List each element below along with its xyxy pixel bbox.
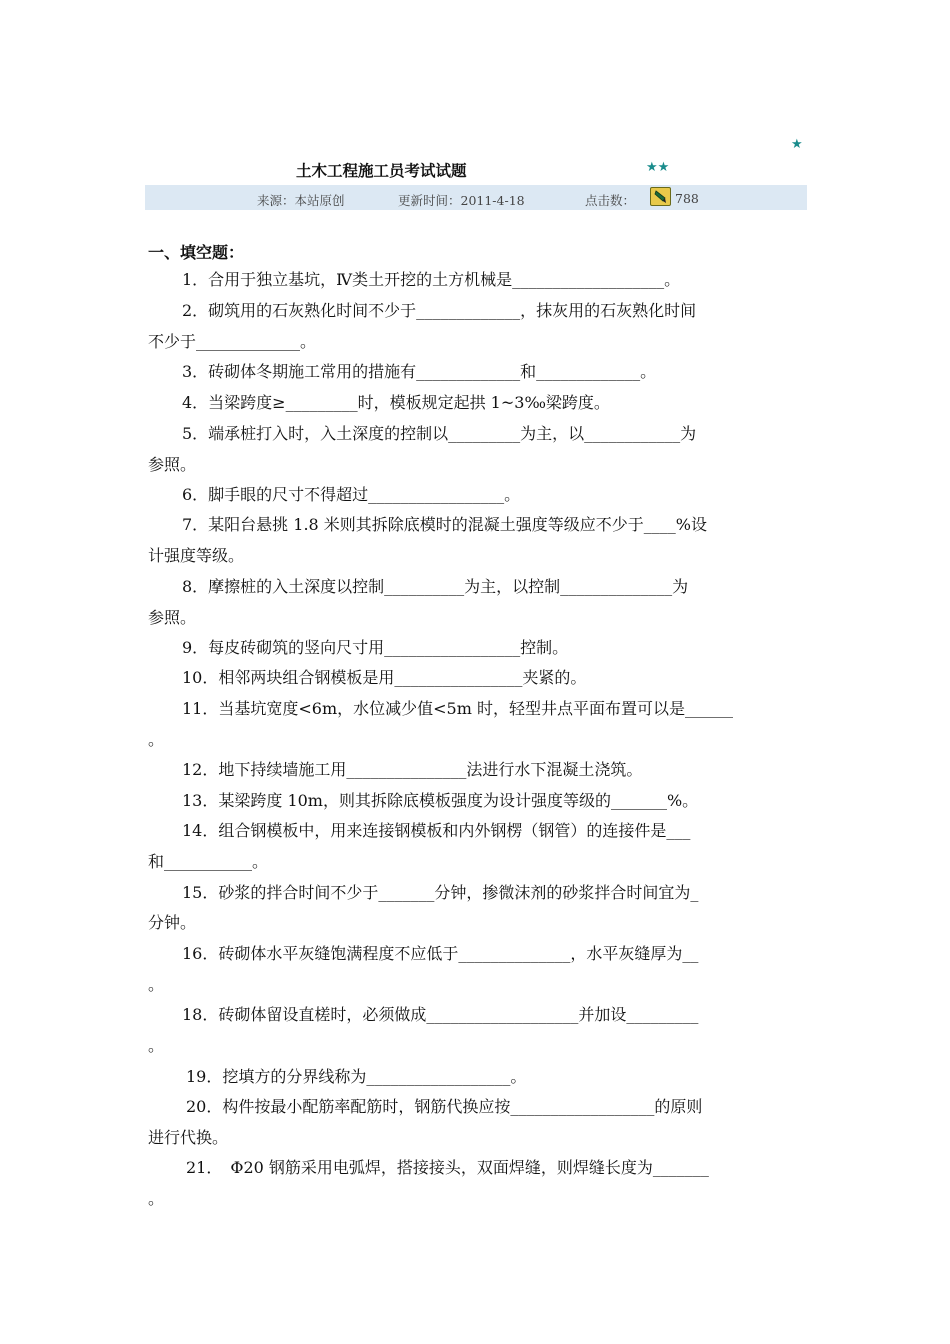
- question-line: 不少于_____________。: [148, 332, 317, 351]
- clicks-label: 点击数：: [585, 193, 636, 208]
- question-line: 参照。: [148, 608, 197, 627]
- question-line: 18．砖砌体留设直槎时，必须做成___________________并加设_________: [182, 1005, 699, 1024]
- question-line: 21． Φ20 钢筋采用电弧焊，搭接接头，双面焊缝，则焊缝长度为_______: [186, 1158, 709, 1177]
- question-line: 16．砖砌体水平灰缝饱满程度不应低于______________，水平灰缝厚为__: [182, 944, 699, 963]
- question-line: 6．脚手眼的尺寸不得超过_________________。: [182, 485, 521, 504]
- question-line: 10．相邻两块组合钢模板是用________________夹紧的。: [182, 668, 587, 687]
- rating-star-icon: ★: [791, 137, 803, 152]
- question-line: 。: [148, 975, 165, 994]
- question-line: 5．端承桩打入时，入土深度的控制以_________为主，以____________为: [182, 424, 697, 443]
- question-line: 20．构件按最小配筋率配筋时，钢筋代换应按__________________的原则: [186, 1097, 703, 1116]
- question-line: 14．组合钢模板中，用来连接钢模板和内外钢楞（钢管）的连接件是___: [182, 821, 691, 840]
- article-meta-bar: [145, 185, 807, 210]
- question-line: 参照。: [148, 455, 197, 474]
- question-line: 分钟。: [148, 913, 197, 932]
- clicks-count: 788: [675, 191, 699, 206]
- question-line: 7．某阳台悬挑 1.8 米则其拆除底模时的混凝土强度等级应不少于____%设: [182, 515, 708, 534]
- question-line: 4．当梁跨度≥_________时，模板规定起拱 1~3‰梁跨度。: [182, 393, 610, 412]
- question-line: 计强度等级。: [148, 546, 245, 565]
- question-line: 12．地下持续墙施工用_______________法进行水下混凝土浇筑。: [182, 760, 643, 779]
- question-line: 1．合用于独立基坑，Ⅳ类土开挖的土方机械是___________________。: [182, 270, 681, 289]
- question-line: 。: [148, 1189, 165, 1208]
- question-line: 13．某梁跨度 10m，则其拆除底模板强度为设计强度等级的_______%。: [182, 791, 699, 810]
- question-line: 15．砂浆的拌合时间不少于_______分钟，掺微沫剂的砂浆拌合时间宜为_: [182, 883, 699, 902]
- update-time: 更新时间：2011-4-18: [398, 193, 525, 208]
- question-line: 8．摩擦桩的入土深度以控制__________为主，以控制______________为: [182, 577, 689, 596]
- section-title: 一、填空题：: [148, 243, 245, 262]
- question-line: 3．砖砌体冬期施工常用的措施有_____________和_____________。: [182, 362, 657, 381]
- rating-stars-icon: ★★: [646, 160, 670, 175]
- question-line: 。: [148, 1036, 165, 1055]
- source-label: 来源：本站原创: [257, 193, 345, 208]
- question-line: 2．砌筑用的石灰熟化时间不少于_____________，抹灰用的石灰熟化时间: [182, 301, 697, 320]
- question-line: 进行代换。: [148, 1128, 229, 1147]
- question-line: 9．每皮砖砌筑的竖向尺寸用_________________控制。: [182, 638, 569, 657]
- question-line: 。: [148, 730, 165, 749]
- question-line: 和___________。: [148, 852, 269, 871]
- page-title: 土木工程施工员考试试题: [296, 162, 467, 180]
- pen-icon: [650, 187, 671, 206]
- question-line: 19．挖填方的分界线称为__________________。: [186, 1067, 527, 1086]
- question-line: 11．当基坑宽度<6m，水位减少值<5m 时，轻型井点平面布置可以是______: [182, 699, 733, 718]
